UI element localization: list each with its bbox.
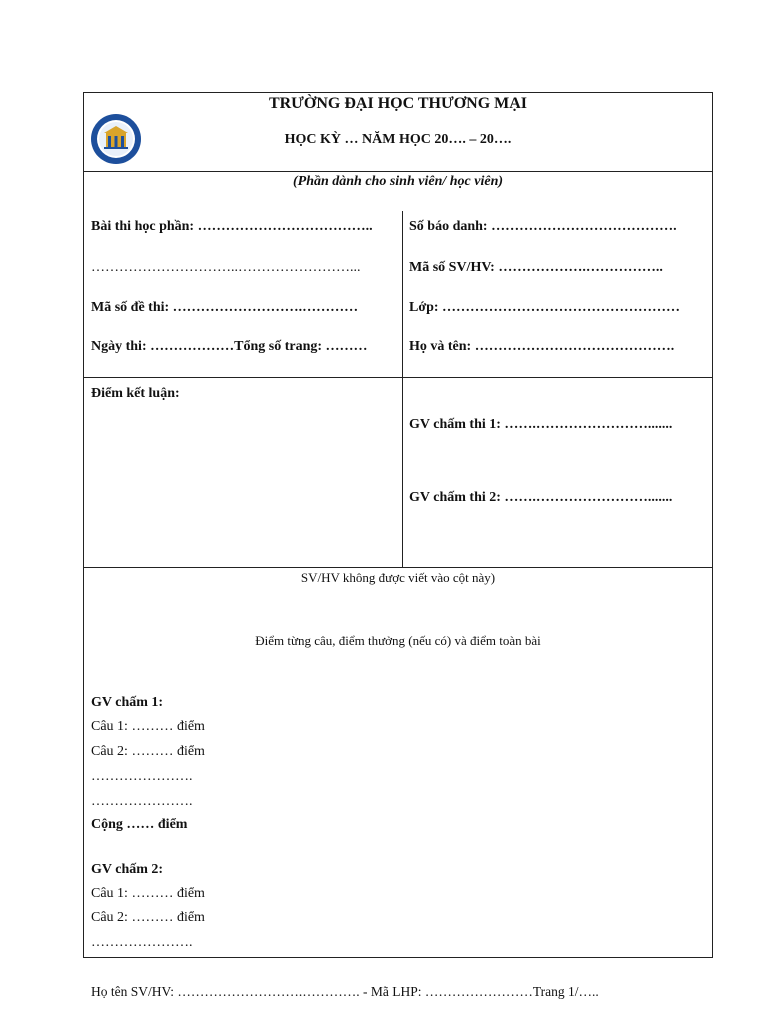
column-divider xyxy=(402,211,403,567)
grader-2-question-2[interactable]: Câu 2: ……… điểm xyxy=(91,910,205,925)
grader-1-question-2[interactable]: Câu 2: ……… điểm xyxy=(91,744,205,759)
total-pages-field[interactable]: Tổng số trang: ……… xyxy=(234,339,368,354)
exam-date-field[interactable]: Ngày thi: ……………… xyxy=(91,339,235,354)
divider xyxy=(84,567,712,568)
grader-1-dots[interactable]: …………………. xyxy=(91,794,193,809)
exam-subject-continuation[interactable]: …………………………..……………………... xyxy=(91,260,361,275)
student-section-title: (Phần dành cho sinh viên/ học viên) xyxy=(292,174,504,189)
class-field[interactable]: Lớp: …………………………………………… xyxy=(409,300,681,315)
exam-date-row xyxy=(91,339,368,355)
grader-1-dots[interactable]: …………………. xyxy=(91,769,193,784)
grader-1-field[interactable]: GV chấm thi 1: …….……………………....... xyxy=(409,417,673,432)
no-write-note: SV/HV không được viết vào cột này) xyxy=(300,570,496,585)
grader-2-dots[interactable]: …………………. xyxy=(91,935,193,950)
full-name-field[interactable]: Họ và tên: ……………………………………. xyxy=(409,339,675,354)
grader-2-field[interactable]: GV chấm thi 2: …….……………………....... xyxy=(409,490,673,505)
grader-2-heading: GV chấm 2: xyxy=(91,862,164,877)
divider xyxy=(84,171,712,172)
scoring-subtitle: Điểm từng câu, điểm thưởng (nếu có) và điểm toàn bài xyxy=(255,633,541,648)
divider xyxy=(84,377,712,378)
grader-1-heading: GV chấm 1: xyxy=(91,695,164,710)
exam-code-field[interactable]: Mã số đề thi: ……………………….………… xyxy=(91,300,359,315)
grader-1-question-1[interactable]: Câu 1: ……… điểm xyxy=(91,719,205,734)
final-score-label: Điểm kết luận: xyxy=(91,386,180,401)
semester-line: HỌC KỲ … NĂM HỌC 20…. – 20…. xyxy=(284,132,512,147)
page-footer: Họ tên SV/HV: ……………………….…………. - Mã LHP: ……………………Trang 1/….. xyxy=(91,984,599,999)
student-id-field[interactable]: Mã số SV/HV: ……………….…………….. xyxy=(409,260,663,275)
grader-1-total[interactable]: Cộng …… điểm xyxy=(91,817,188,832)
school-name: TRƯỜNG ĐẠI HỌC THƯƠNG MẠI xyxy=(268,95,528,112)
exam-subject-field[interactable]: Bài thi học phần: ……………………………….. xyxy=(91,219,373,234)
grader-2-question-1[interactable]: Câu 1: ……… điểm xyxy=(91,886,205,901)
candidate-number-field[interactable]: Số báo danh: …………………………………. xyxy=(409,219,677,234)
exam-cover-sheet xyxy=(83,92,713,958)
